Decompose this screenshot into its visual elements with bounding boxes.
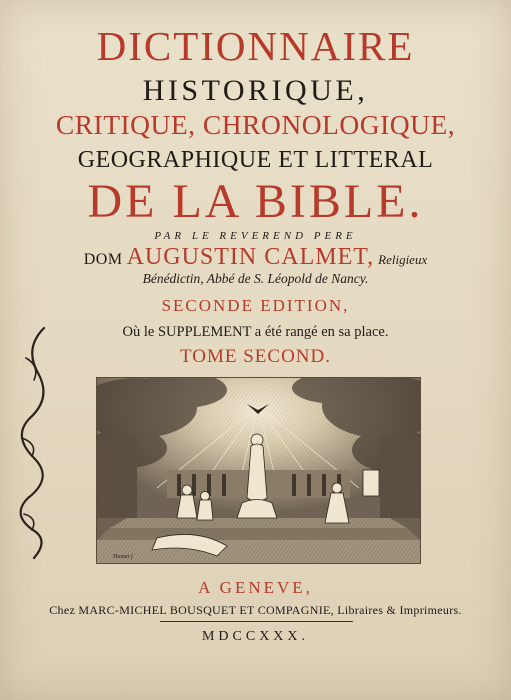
title-line-historique: HISTORIQUE, bbox=[142, 74, 369, 107]
author-suffix: Religieux bbox=[378, 252, 428, 267]
author-name: AUGUSTIN CALMET, bbox=[126, 244, 375, 270]
imprint-year: MDCCXXX. bbox=[201, 629, 310, 644]
volume: TOME SECOND. bbox=[180, 346, 331, 367]
imprint-publisher bbox=[0, 602, 511, 618]
engraving-drawing bbox=[97, 378, 420, 563]
author-prefix: DOM bbox=[83, 251, 123, 268]
byline: PAR LE REVEREND PERE bbox=[154, 230, 357, 242]
handwritten-signature bbox=[4, 318, 58, 568]
title-line-dictionnaire: DICTIONNAIRE bbox=[96, 23, 415, 69]
imprint-place: A GENEVE, bbox=[198, 578, 313, 597]
title-line-critique: CRITIQUE, CHRONOLOGIQUE, bbox=[55, 109, 456, 140]
engraving-illustration bbox=[96, 377, 421, 564]
edition: SECONDE EDITION, bbox=[161, 296, 350, 315]
affiliation: Bénédictin, Abbé de S. Léopold de Nancy. bbox=[142, 271, 369, 286]
engraver-signature: Humat f. bbox=[113, 554, 134, 560]
supplement-note: Où le SUPPLEMENT a été rangé en sa place. bbox=[122, 324, 389, 340]
signature-drawing bbox=[4, 318, 58, 568]
publisher-text: Chez MARC-MICHEL BOUSQUET ET COMPAGNIE, Libraires & Imprimeurs. bbox=[49, 603, 462, 617]
imprint-rule bbox=[160, 621, 353, 622]
title-line-geographique: GEOGRAPHIQUE ET LITTERAL bbox=[77, 147, 434, 173]
title-line-de-la-bible: DE LA BIBLE. bbox=[87, 175, 424, 228]
